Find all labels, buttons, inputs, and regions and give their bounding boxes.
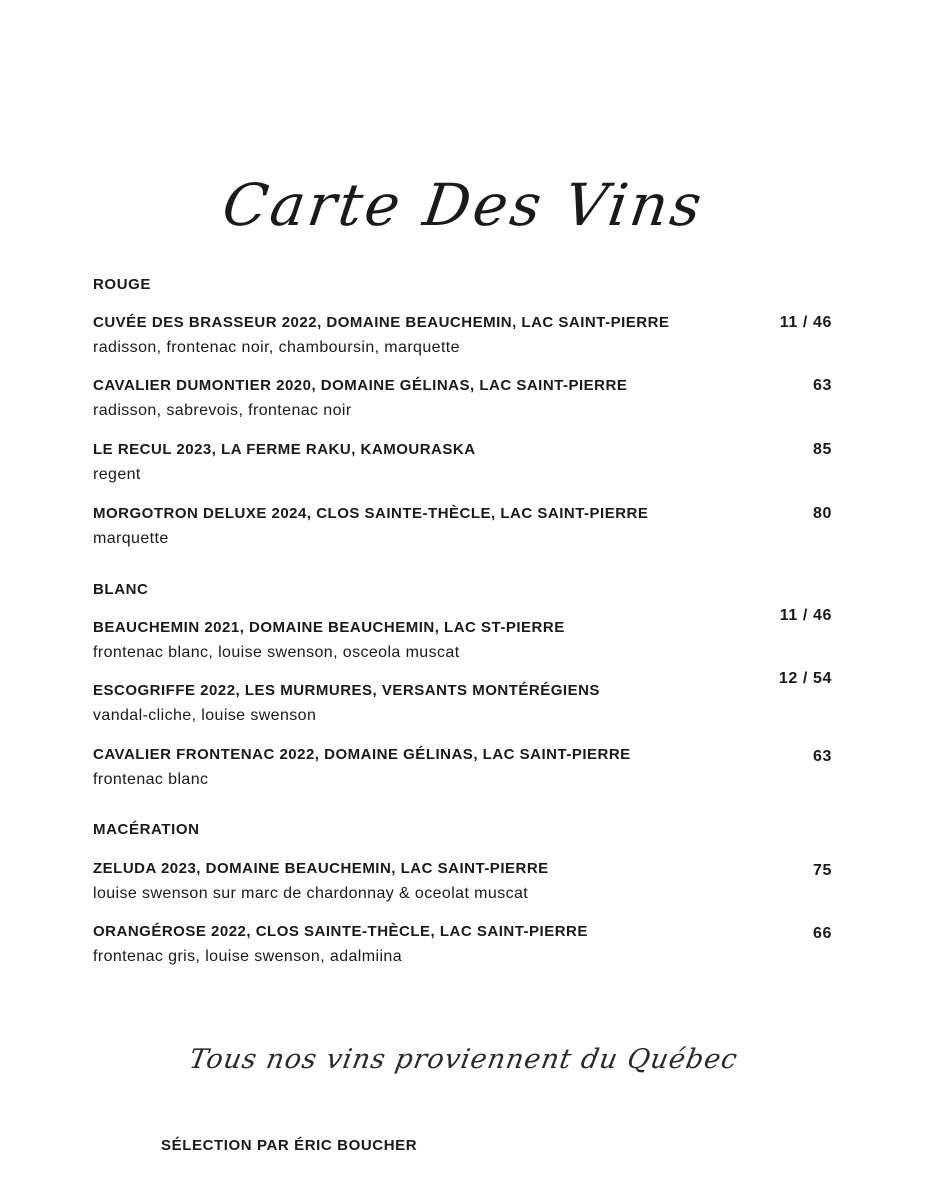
wine-grapes: vandal-cliche, louise swenson	[93, 707, 317, 724]
wine-price: 85	[813, 441, 832, 458]
wine-item	[93, 314, 838, 364]
wine-name: ESCOGRIFFE 2022, LES MURMURES, VERSANTS MONTÉRÉGIENS	[93, 682, 600, 699]
wine-item	[93, 505, 838, 555]
wine-price: 80	[813, 505, 832, 522]
wine-grapes: marquette	[93, 530, 169, 547]
section-label-blanc: BLANC	[93, 581, 149, 598]
wine-price: 11 / 46	[779, 607, 832, 624]
wine-item	[93, 860, 838, 910]
wine-item	[93, 441, 838, 491]
wine-price: 12 / 54	[778, 670, 832, 687]
wine-name: BEAUCHEMIN 2021, DOMAINE BEAUCHEMIN, LAC ST-PIERRE	[93, 619, 565, 636]
wine-grapes: regent	[93, 466, 141, 483]
wine-name: ZELUDA 2023, DOMAINE BEAUCHEMIN, LAC SAINT-PIERRE	[93, 860, 549, 877]
wine-name: ORANGÉROSE 2022, CLOS SAINTE-THÈCLE, LAC SAINT-PIERRE	[93, 923, 588, 940]
wine-name: MORGOTRON DELUXE 2024, CLOS SAINTE-THÈCLE, LAC SAINT-PIERRE	[93, 505, 649, 522]
wine-price: 63	[813, 748, 832, 765]
wine-item	[93, 746, 838, 796]
wine-grapes: radisson, sabrevois, frontenac noir	[93, 402, 352, 419]
wine-name: LE RECUL 2023, LA FERME RAKU, KAMOURASKA	[93, 441, 476, 458]
wine-name: CAVALIER DUMONTIER 2020, DOMAINE GÉLINAS, LAC SAINT-PIERRE	[93, 377, 628, 394]
wine-price: 11 / 46	[779, 314, 832, 331]
wine-item	[93, 377, 838, 427]
wine-grapes: frontenac gris, louise swenson, adalmiina	[93, 948, 403, 965]
section-label-maceration: MACÉRATION	[93, 821, 200, 838]
wine-name: CUVÉE DES BRASSEUR 2022, DOMAINE BEAUCHEMIN, LAC SAINT-PIERRE	[93, 314, 670, 331]
wine-item	[93, 670, 838, 732]
wine-item	[93, 607, 838, 669]
wine-grapes: frontenac blanc, louise swenson, osceola muscat	[93, 644, 460, 661]
selection-credit: SÉLECTION PAR ÉRIC BOUCHER	[161, 1137, 418, 1154]
wine-price: 75	[813, 862, 832, 879]
footer-note: Tous nos vins proviennent du Québec	[186, 1044, 741, 1075]
wine-grapes: louise swenson sur marc de chardonnay & oceolat muscat	[93, 885, 529, 902]
wine-price: 63	[813, 377, 832, 394]
wine-grapes: radisson, frontenac noir, chamboursin, marquette	[93, 339, 460, 356]
wine-grapes: frontenac blanc	[93, 771, 209, 788]
wine-price: 66	[813, 925, 832, 942]
section-label-rouge: ROUGE	[93, 276, 152, 293]
wine-item	[93, 923, 838, 973]
menu-title: Carte Des Vins	[218, 171, 709, 239]
wine-name: CAVALIER FRONTENAC 2022, DOMAINE GÉLINAS, LAC SAINT-PIERRE	[93, 746, 631, 763]
